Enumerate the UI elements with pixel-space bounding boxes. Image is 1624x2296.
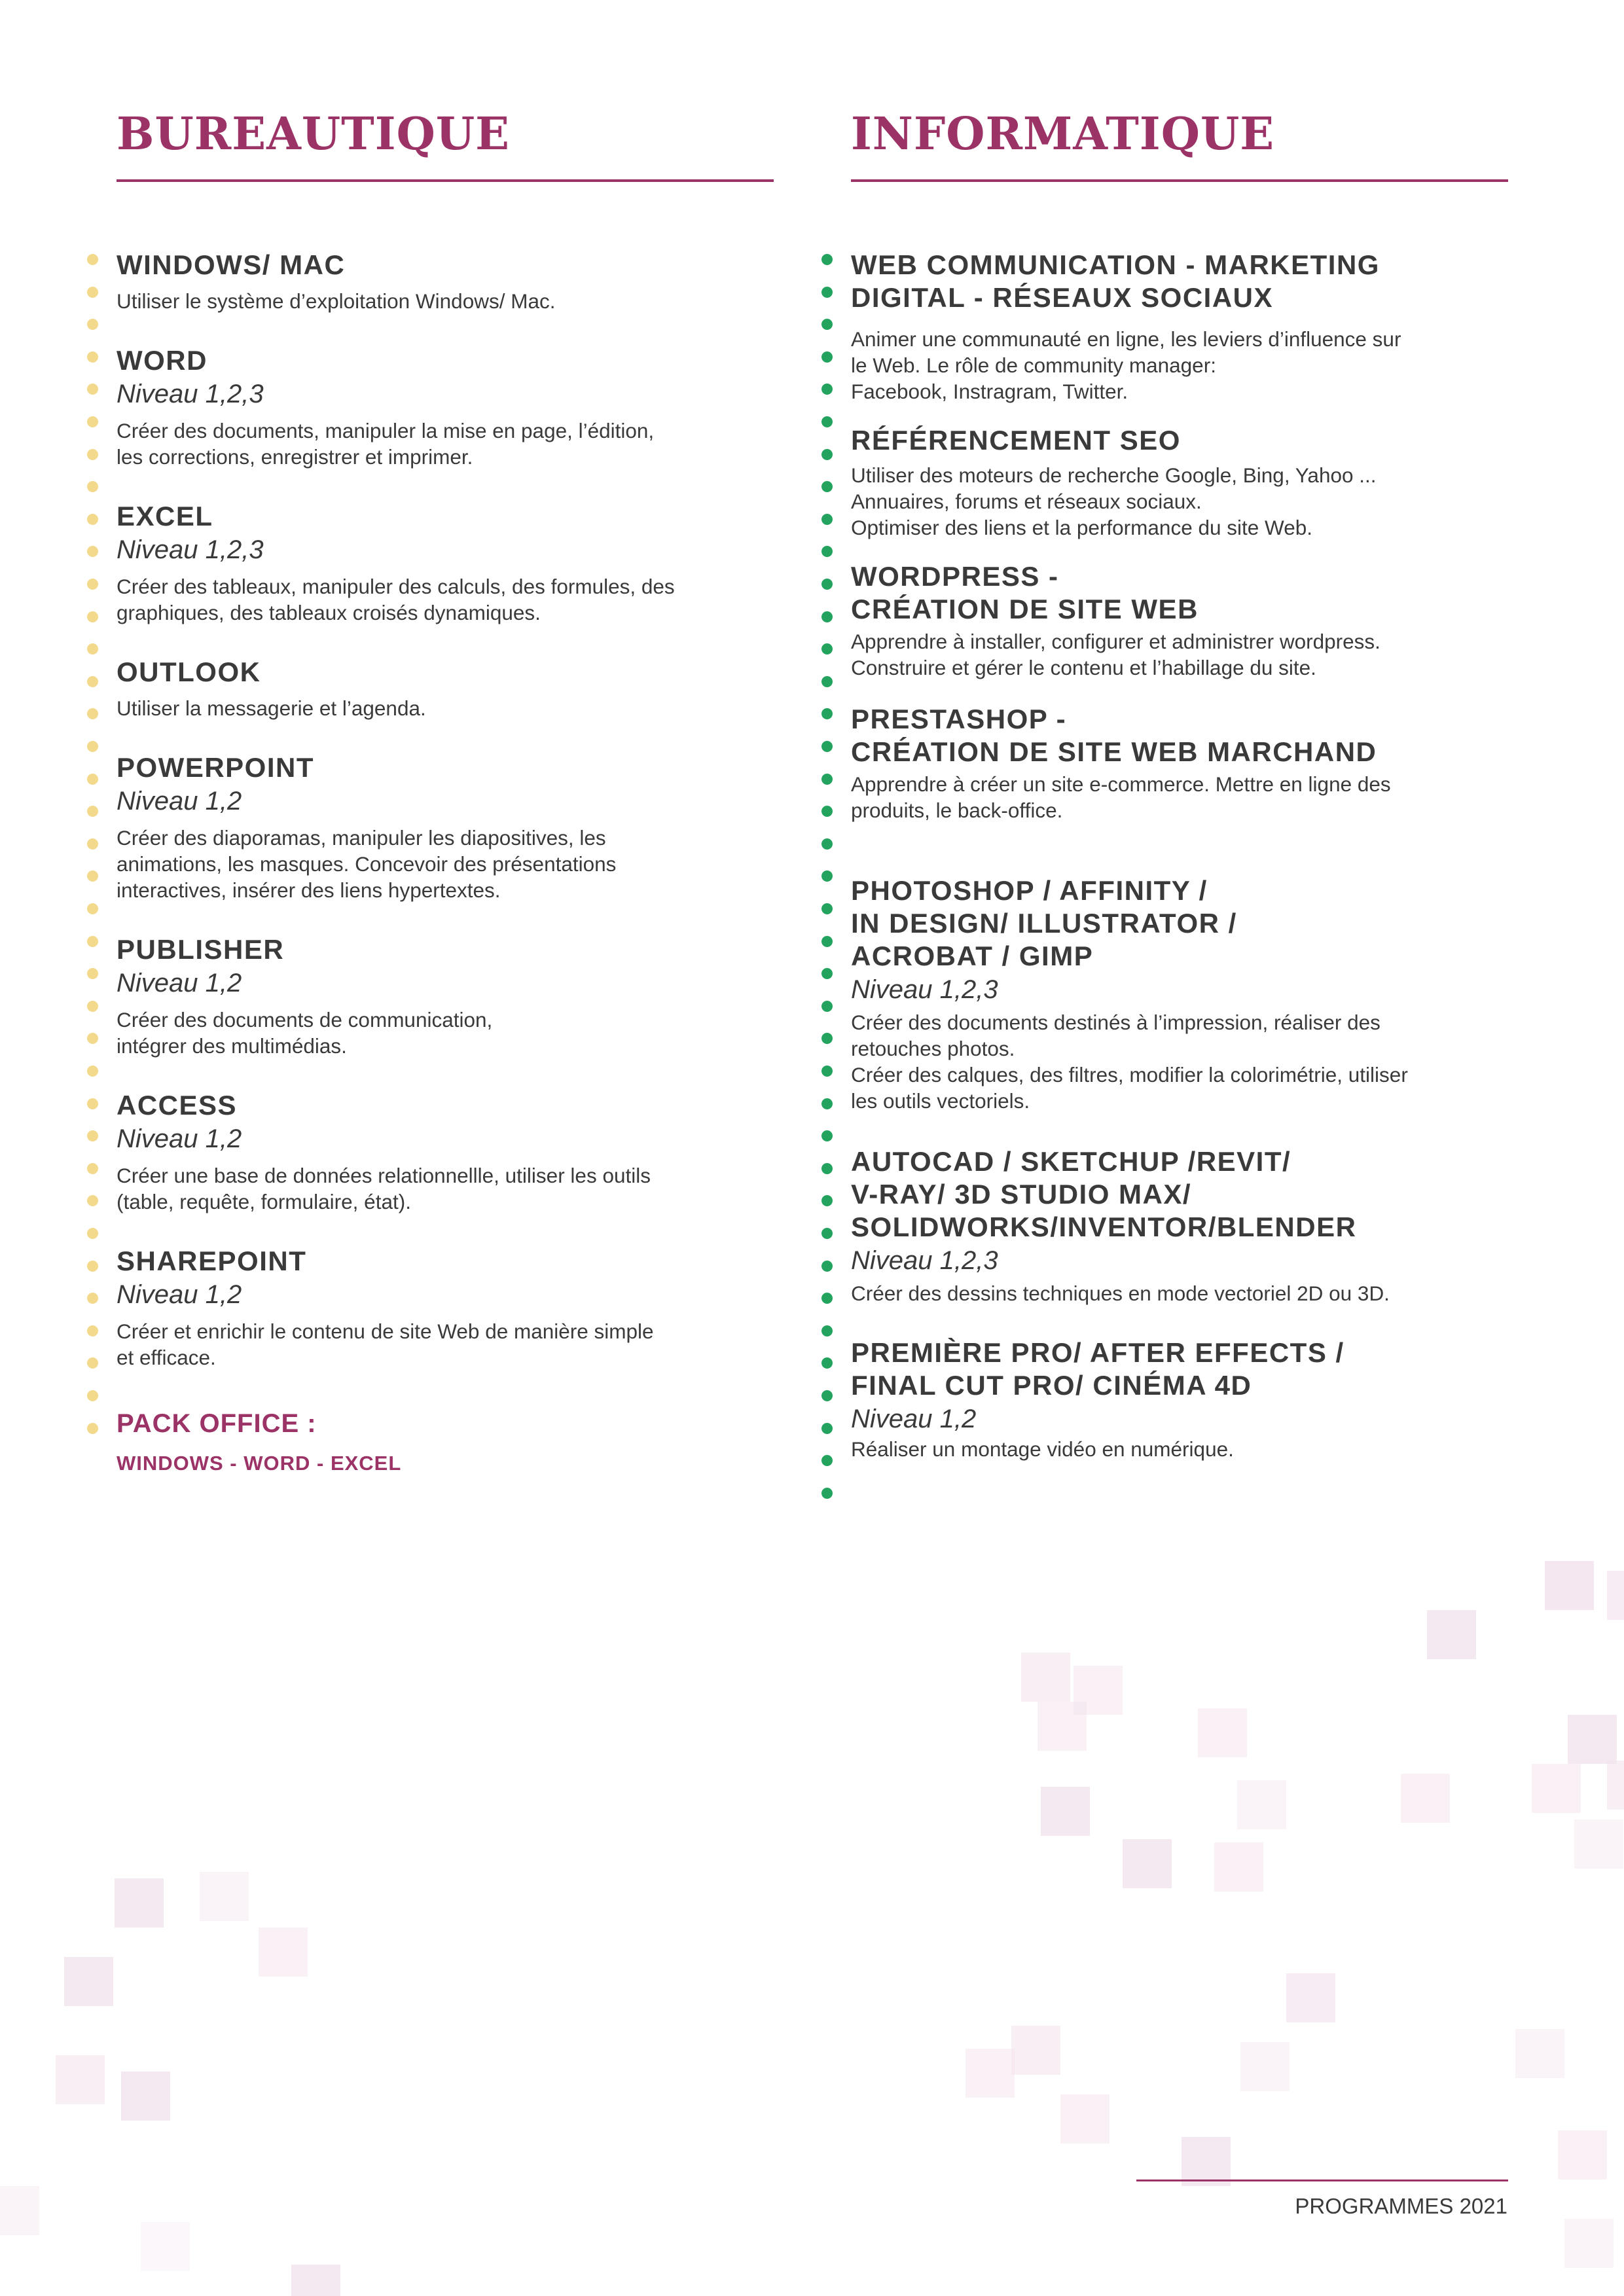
bullet-dot xyxy=(821,1163,833,1174)
course-description: Créer des documents destinés à l’impression, réaliser des retouches photos. Créer des calques, des filtres, modifier la colorimétrie, utiliser les outils vectoriels. xyxy=(851,1011,1408,1113)
course-entry xyxy=(851,249,1508,404)
bullet-dot xyxy=(87,870,98,882)
pack-office-contents: WINDOWS - WORD - EXCEL xyxy=(117,1452,402,1475)
bullet-dot xyxy=(87,351,98,363)
bullet-dot xyxy=(87,838,98,850)
bullet-dot xyxy=(821,481,833,492)
bullet-dot xyxy=(821,287,833,298)
bullet-dot xyxy=(821,1357,833,1369)
course-title: POWERPOINT xyxy=(117,752,315,783)
bullet-dot xyxy=(87,319,98,330)
course-entry xyxy=(851,560,1508,681)
course-description: Apprendre à installer, configurer et administrer wordpress. Construire et gérer le contenu et l’habillage du site. xyxy=(851,630,1380,679)
bullet-dot xyxy=(87,1357,98,1369)
bullet-dot xyxy=(821,676,833,687)
yellow-dot-column xyxy=(87,254,100,1490)
bullet-dot xyxy=(821,319,833,330)
bullet-dot xyxy=(821,774,833,785)
course-title: EXCEL xyxy=(117,501,213,531)
bullet-dot xyxy=(821,514,833,525)
bullet-dot xyxy=(87,416,98,427)
bullet-dot xyxy=(87,546,98,557)
bureautique-course-list xyxy=(117,249,774,1477)
bullet-dot xyxy=(87,806,98,817)
course-entry xyxy=(117,249,774,314)
bullet-dot xyxy=(821,416,833,427)
bullet-dot xyxy=(821,254,833,265)
course-level: Niveau 1,2 xyxy=(117,787,242,816)
bullet-dot xyxy=(821,1325,833,1336)
bullet-dot xyxy=(87,1423,98,1434)
bullet-dot xyxy=(821,806,833,817)
bullet-dot xyxy=(821,1261,833,1272)
bullet-dot xyxy=(821,838,833,850)
course-level: Niveau 1,2,3 xyxy=(851,975,998,1004)
bullet-dot xyxy=(821,1195,833,1206)
bullet-dot xyxy=(87,903,98,914)
course-title: WEB COMMUNICATION - MARKETING DIGITAL - RÉSEAUX SOCIAUX xyxy=(851,249,1380,313)
pack-office-block xyxy=(117,1407,774,1477)
pack-office-title: PACK OFFICE : xyxy=(117,1409,317,1438)
bullet-dot xyxy=(821,1098,833,1109)
bullet-dot xyxy=(821,741,833,752)
course-entry xyxy=(117,656,774,721)
course-description: Créer des documents, manipuler la mise en page, l’édition, les corrections, enregistrer et imprimer. xyxy=(117,419,655,469)
bullet-dot xyxy=(821,579,833,590)
course-entry xyxy=(117,1245,774,1371)
bullet-dot xyxy=(821,611,833,622)
bullet-dot xyxy=(821,546,833,557)
course-title: SHAREPOINT xyxy=(117,1246,307,1276)
bullet-dot xyxy=(821,968,833,979)
course-description: Utiliser la messagerie et l’agenda. xyxy=(117,696,426,720)
course-level: Niveau 1,2,3 xyxy=(117,535,264,564)
bullet-dot xyxy=(87,936,98,947)
course-description: Créer des dessins techniques en mode vectoriel 2D ou 3D. xyxy=(851,1282,1390,1305)
section-title-bureautique: BUREAUTIQUE xyxy=(117,108,510,160)
bullet-dot xyxy=(821,1293,833,1304)
bullet-dot xyxy=(821,1390,833,1401)
green-dot-column xyxy=(821,254,835,1490)
bullet-dot xyxy=(821,903,833,914)
bullet-dot xyxy=(821,643,833,655)
course-title: PRESTASHOP - CRÉATION DE SITE WEB MARCHAND xyxy=(851,704,1377,767)
bullet-dot xyxy=(821,870,833,882)
course-entry xyxy=(117,933,774,1059)
bullet-dot xyxy=(87,1066,98,1077)
course-level: Niveau 1,2,3 xyxy=(851,1246,998,1275)
bullet-dot xyxy=(87,1163,98,1174)
course-description: Créer des diaporamas, manipuler les diapositives, les animations, les masques. Concevoir des présentations interactives, insérer des liens hypertextes. xyxy=(117,826,617,902)
bullet-dot xyxy=(87,287,98,298)
bullet-dot xyxy=(821,1455,833,1466)
bullet-dot xyxy=(87,1195,98,1206)
bullet-dot xyxy=(821,708,833,719)
course-entry xyxy=(117,751,774,903)
course-title: ACCESS xyxy=(117,1090,238,1121)
bullet-dot xyxy=(87,579,98,590)
bullet-dot xyxy=(821,1228,833,1239)
course-entry xyxy=(117,1089,774,1215)
course-title: PHOTOSHOP / AFFINITY / IN DESIGN/ ILLUSTRATOR / ACROBAT / GIMP xyxy=(851,875,1237,971)
bullet-dot xyxy=(821,1066,833,1077)
course-title: WORDPRESS - CRÉATION DE SITE WEB xyxy=(851,561,1199,624)
informatique-course-list xyxy=(851,249,1508,1462)
course-entry xyxy=(851,703,1508,823)
bullet-dot xyxy=(821,1001,833,1012)
course-level: Niveau 1,2 xyxy=(851,1405,977,1433)
course-entry xyxy=(851,1336,1508,1462)
course-entry xyxy=(851,874,1508,1114)
bullet-dot xyxy=(821,449,833,460)
bullet-dot xyxy=(87,481,98,492)
course-description: Utiliser le système d’exploitation Windows/ Mac. xyxy=(117,289,556,313)
bullet-dot xyxy=(87,514,98,525)
section-title-informatique: INFORMATIQUE xyxy=(851,108,1275,160)
bullet-dot xyxy=(821,1130,833,1141)
course-entry xyxy=(851,424,1508,541)
course-description: Réaliser un montage vidéo en numérique. xyxy=(851,1437,1234,1461)
course-description: Créer des tableaux, manipuler des calculs, des formules, des graphiques, des tableaux croisés dynamiques. xyxy=(117,575,675,624)
bullet-dot xyxy=(821,1488,833,1499)
bullet-dot xyxy=(87,1098,98,1109)
footer-divider xyxy=(1136,2179,1508,2181)
bullet-dot xyxy=(87,968,98,979)
section-divider xyxy=(851,179,1508,182)
bullet-dot xyxy=(821,1033,833,1044)
bullet-dot xyxy=(821,384,833,395)
course-description: Animer une communauté en ligne, les leviers d’influence sur le Web. Le rôle de community manager: Facebook, Instragram, Twitter. xyxy=(851,327,1401,403)
course-level: Niveau 1,2 xyxy=(117,969,242,997)
bullet-dot xyxy=(87,774,98,785)
course-level: Niveau 1,2 xyxy=(117,1124,242,1153)
bullet-dot xyxy=(87,1261,98,1272)
bullet-dot xyxy=(87,741,98,752)
course-level: Niveau 1,2 xyxy=(117,1280,242,1309)
bullet-dot xyxy=(821,936,833,947)
course-entry xyxy=(117,500,774,626)
course-description: Apprendre à créer un site e-commerce. Mettre en ligne des produits, le back-office. xyxy=(851,772,1391,822)
bullet-dot xyxy=(821,1423,833,1434)
section-divider xyxy=(117,179,774,182)
course-title: RÉFÉRENCEMENT SEO xyxy=(851,425,1181,456)
course-title: WORD xyxy=(117,345,208,376)
course-description: Créer des documents de communication, intégrer des multimédias. xyxy=(117,1008,493,1058)
course-level: Niveau 1,2,3 xyxy=(117,380,264,408)
bullet-dot xyxy=(87,1325,98,1336)
course-description: Créer et enrichir le contenu de site Web de manière simple et efficace. xyxy=(117,1319,654,1369)
course-title: AUTOCAD / SKETCHUP /REVIT/ V-RAY/ 3D STUDIO MAX/ SOLIDWORKS/INVENTOR/BLENDER xyxy=(851,1146,1357,1242)
course-entry xyxy=(851,1145,1508,1306)
footer-label: PROGRAMMES 2021 xyxy=(1295,2194,1507,2218)
bullet-dot xyxy=(87,708,98,719)
course-description: Créer une base de données relationnellle, utiliser les outils (table, requête, formulaire, état). xyxy=(117,1164,651,1213)
bullet-dot xyxy=(87,1033,98,1044)
course-title: PUBLISHER xyxy=(117,934,285,965)
bullet-dot xyxy=(87,1228,98,1239)
course-title: PREMIÈRE PRO/ AFTER EFFECTS / FINAL CUT PRO/ CINÉMA 4D xyxy=(851,1337,1344,1401)
course-title: WINDOWS/ MAC xyxy=(117,249,346,280)
course-entry xyxy=(117,344,774,470)
bullet-dot xyxy=(87,1293,98,1304)
bullet-dot xyxy=(87,254,98,265)
bullet-dot xyxy=(87,1390,98,1401)
bullet-dot xyxy=(87,449,98,460)
bullet-dot xyxy=(87,1001,98,1012)
bullet-dot xyxy=(87,643,98,655)
bullet-dot xyxy=(87,1130,98,1141)
bullet-dot xyxy=(821,351,833,363)
bullet-dot xyxy=(87,676,98,687)
bullet-dot xyxy=(87,384,98,395)
bullet-dot xyxy=(87,611,98,622)
course-title: OUTLOOK xyxy=(117,656,261,687)
course-description: Utiliser des moteurs de recherche Google, Bing, Yahoo ... Annuaires, forums et réseaux sociaux. Optimiser des liens et la performance du site Web. xyxy=(851,463,1377,539)
